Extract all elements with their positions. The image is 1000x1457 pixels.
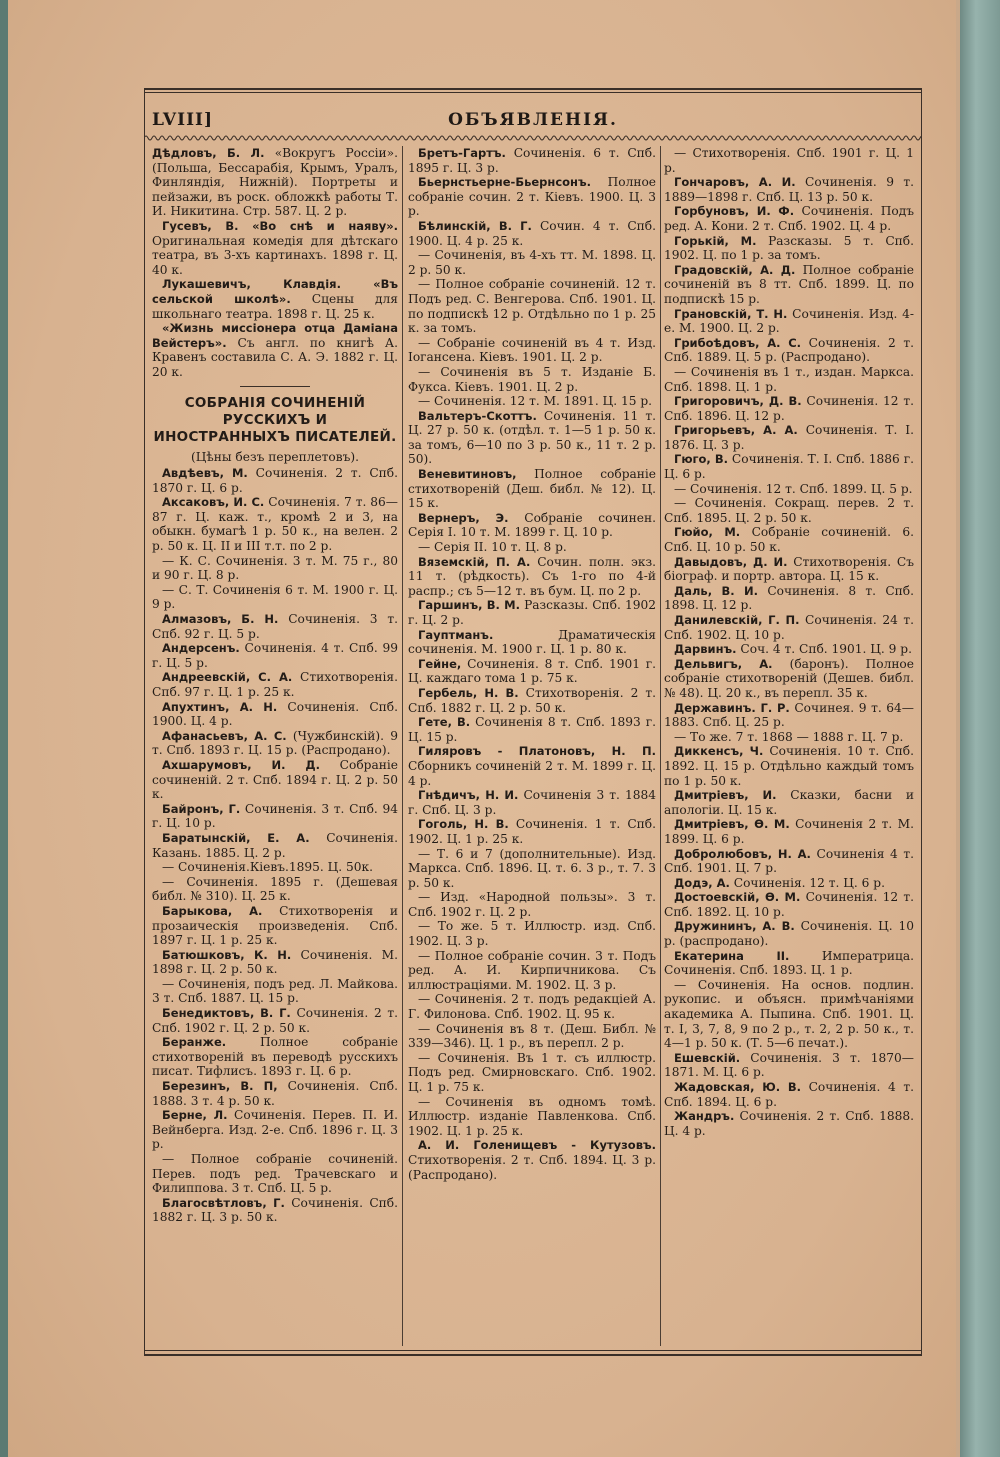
author-name: Байронъ, Г. bbox=[162, 801, 241, 816]
catalog-entry bbox=[152, 700, 398, 729]
catalog-entry bbox=[152, 977, 398, 1006]
entry-text: — Полное собраніе сочин. 3 т. Подъ ред. А. И. Кирпичникова. Съ иллюстраціями. М. 1902. Ц. 3 р. bbox=[408, 948, 656, 992]
catalog-entry bbox=[152, 277, 398, 321]
page-frame bbox=[144, 88, 922, 1358]
entry-text: Разсказы. Спб. 1902 г. Ц. 2 р. bbox=[408, 598, 656, 627]
author-name: Гербель, Н. В. bbox=[418, 685, 519, 700]
catalog-entry bbox=[152, 1035, 398, 1079]
catalog-entry bbox=[152, 758, 398, 802]
catalog-entry bbox=[664, 365, 914, 394]
catalog-entry bbox=[152, 146, 398, 219]
catalog-entry bbox=[408, 715, 656, 744]
author-name: Жадовская, Ю. В. bbox=[674, 1080, 801, 1094]
entry-text: Драматическія сочиненія. М. 1900 г. Ц. 1 р. 80 к. bbox=[408, 627, 656, 657]
entry-text: Сочиненія. Подъ ред. А. Кони. 2 т. Спб. 1902. Ц. 4 р. bbox=[664, 204, 914, 233]
entry-text: Съ англ. по книгѣ А. Кравенъ составила С. А. Э. 1882 г. Ц. 20 к. bbox=[152, 335, 398, 379]
catalog-entry bbox=[664, 949, 914, 978]
catalog-entry bbox=[664, 525, 914, 554]
catalog-entry bbox=[408, 219, 656, 248]
catalog-entry bbox=[664, 584, 914, 613]
entry-text: Сочиненія. 8 т. Спб. 1901 г. Ц. каждаго тома 1 р. 75 к. bbox=[408, 656, 656, 686]
catalog-entry bbox=[664, 919, 914, 948]
entry-text: — Сочиненія.Кіевъ.1895. Ц. 50к. bbox=[162, 860, 373, 875]
page-number: LVIII] bbox=[152, 110, 214, 130]
entry-text: — То же. 5 т. Иллюстр. изд. Спб. 1902. Ц. 3 р. bbox=[408, 919, 656, 949]
entry-text: (Чужбинскій). 9 т. Спб. 1893 г. Ц. 15 р. (Распродано). bbox=[152, 728, 398, 758]
author-name: Грибоѣдовъ, А. С. bbox=[674, 335, 802, 350]
entry-text: Стихотворенія. 2 т. Спб. 1894. Ц. 3 р. (Распродано). bbox=[408, 1152, 656, 1182]
catalog-entry bbox=[152, 831, 398, 860]
catalog-entry bbox=[408, 394, 656, 409]
author-name: Бьернстьерне-Бьернсонъ. bbox=[418, 175, 592, 190]
entry-text: Сочиненія. 12 т. Спб. 1892. Ц. 10 р. bbox=[664, 890, 914, 919]
entry-text: Стихотворенія. 2 т. Спб. 1882 г. Ц. 2 р. 50 к. bbox=[408, 685, 656, 715]
entry-text: Сочиненія. 12 т. Спб. 1896. Ц. 12 р. bbox=[664, 394, 914, 423]
author-name: Березинъ, В. П, bbox=[162, 1079, 278, 1094]
catalog-entry bbox=[408, 277, 656, 335]
catalog-entry bbox=[408, 1022, 656, 1051]
catalog-entry bbox=[152, 1079, 398, 1108]
author-name: Державинъ. Г. Р. bbox=[674, 700, 790, 715]
entry-text: — То же. 7 т. 1868 — 1888 г. Ц. 7 р. bbox=[674, 729, 904, 744]
entry-text: — Сочиненія. Въ 1 т. съ иллюстр. Подъ ред. Смирновскаго. Спб. 1902. Ц. 1 р. 75 к. bbox=[408, 1050, 656, 1094]
entry-text: Сочиненія. 2 т. Спб. 1889. Ц. 5 р. (Распродано). bbox=[664, 335, 914, 365]
author-name: Бѣлинскій, В. Г. bbox=[418, 218, 532, 233]
entry-text: — Сочиненія. На основ. подлин. рукопис. и объясн. примѣчаніями академика А. Пыпина. Спб. 1901. Ц. т. I, 3, 7, 8, 9 по 2 р., т. 2, 2 р. 50 к., т. 4—1 р. 50 к. (Т. 5—6 печат.). bbox=[664, 977, 914, 1051]
entry-text: — Сочиненія. 1895 г. (Дешевая библ. № 310). Ц. 25 к. bbox=[152, 874, 398, 904]
entry-text: «Вокругъ Россіи».(Польша, Бессарабія, Крымъ, Уралъ, Финляндія, Нижній). Портреты и пейзажи, въ роск. обложкѣ работы Т. И. Никитина. Стр. 587. Ц. 2 р. bbox=[152, 146, 398, 219]
author-name: Данилевскій, Г. П. bbox=[674, 613, 800, 627]
author-name: Гончаровъ, А. И. bbox=[674, 175, 796, 190]
catalog-entry bbox=[664, 204, 914, 233]
catalog-entry bbox=[664, 701, 914, 730]
catalog-entry bbox=[408, 598, 656, 627]
author-name: Бретъ-Гартъ. bbox=[418, 146, 506, 160]
author-name: Горькій, М. bbox=[674, 233, 757, 248]
catalog-entry bbox=[152, 641, 398, 670]
author-name: Додэ, А. bbox=[674, 875, 730, 890]
author-name: Гнѣдичъ, Н. И. bbox=[418, 788, 519, 803]
author-name: Барыкова, А. bbox=[162, 903, 263, 918]
author-name: Горбуновъ, И. Ф. bbox=[674, 204, 795, 219]
entry-text: — Сочиненія. 2 т. подъ редакціей А. Г. Филонова. Спб. 1902. Ц. 95 к. bbox=[408, 992, 656, 1022]
column-separator bbox=[660, 146, 661, 1346]
author-name: Екатерина II. bbox=[674, 948, 790, 963]
catalog-entry bbox=[408, 511, 656, 540]
entry-text: Сочиненія 4 т. Спб. 1901. Ц. 7 р. bbox=[664, 846, 914, 876]
author-name: Жандръ. bbox=[674, 1109, 735, 1124]
entry-text: — Серія II. 10 т. Ц. 8 р. bbox=[418, 540, 567, 555]
entry-text: Сочиненія. Спб. 1888. 3 т. 4 р. 50 к. bbox=[152, 1079, 398, 1108]
catalog-entry bbox=[408, 146, 656, 175]
catalog-entry bbox=[664, 146, 914, 175]
catalog-entry bbox=[664, 336, 914, 365]
author-name: Григорьевъ, А. А. bbox=[674, 423, 798, 438]
author-name: Благосвѣтловъ, Г. bbox=[162, 1195, 285, 1210]
catalog-entry bbox=[152, 860, 398, 875]
entry-text: — Сочиненія. Сокращ. перев. 2 т. Спб. 1895. Ц. 2 р. 50 к. bbox=[664, 496, 914, 525]
frame-rule-bottom-inner bbox=[144, 1350, 922, 1351]
entry-text: Сочиненія. 4 т. Спб. 1894. Ц. 6 р. bbox=[664, 1080, 914, 1109]
entry-text: — Т. 6 и 7 (дополнительные). Изд. Маркса. Спб. 1896. Ц. т. 6. 3 р., т. 7. 3 р. 50 к. bbox=[408, 846, 656, 890]
catalog-entry bbox=[152, 1108, 398, 1152]
author-name: Гауптманъ. bbox=[418, 627, 494, 642]
entry-text: Сочин. полн. экз. 11 т. (рѣдкость). Съ 1-го по 4-й распр.; съ 5—12 т. въ бум. Ц. по 2 р. bbox=[408, 554, 656, 598]
entry-text: Сочиненія. 11 т. Ц. 27 р. 50 к. (отдѣл. т. 1—5 1 р. 50 к. за томъ, 6—10 по 3 р. 50 к., 11 т. 2 р. 50). bbox=[408, 408, 656, 467]
entry-text: — Собраніе сочиненій въ 4 т. Изд. Іогансена. Кіевъ. 1901. Ц. 2 р. bbox=[408, 335, 656, 365]
catalog-entry bbox=[664, 423, 914, 452]
catalog-entry bbox=[664, 482, 914, 497]
catalog-entry bbox=[664, 263, 914, 307]
entry-text: Сочиненія. 10 т. Спб. 1892. Ц. 15 р. Отдѣльно каждый томъ по 1 р. 50 к. bbox=[664, 744, 914, 788]
catalog-entry bbox=[664, 730, 914, 745]
author-name: Дѣдловъ, Б. Л. bbox=[152, 146, 265, 160]
entry-text: Собраніе сочиненій. 2 т. Спб. 1894 г. Ц. 2 р. 50 к. bbox=[152, 757, 398, 802]
catalog-entry bbox=[408, 919, 656, 948]
entry-text: Собраніе сочиненій. 6. Спб. Ц. 10 р. 50 к. bbox=[664, 525, 914, 555]
entry-text: Сказки, басни и апологіи. Ц. 15 к. bbox=[664, 788, 914, 817]
author-name: Дружининъ, А. В. bbox=[674, 919, 795, 934]
entry-text: — Сочиненія, подъ ред. Л. Майкова. 3 т. Спб. 1887. Ц. 15 р. bbox=[152, 976, 398, 1006]
catalog-entry bbox=[152, 612, 398, 641]
entry-text: — Сочиненія въ 8 т. (Деш. Библ. № 339—346). Ц. 1 р., въ перепл. 2 р. bbox=[408, 1021, 656, 1051]
author-name: Бенедиктовъ, В. Г. bbox=[162, 1006, 291, 1021]
entry-text: — Сочиненія въ одномъ томѣ. Иллюстр. изданіе Павленкова. Спб. 1902. Ц. 1 р. 25 к. bbox=[408, 1094, 656, 1138]
entry-text: Стихотворенія. Съ біограф. и портр. автора. Ц. 15 к. bbox=[664, 554, 914, 584]
column-separator bbox=[402, 146, 403, 1346]
entry-text: Сочиненія. 8 т. Спб. 1898. Ц. 12 р. bbox=[664, 583, 914, 613]
author-name: Даль, В. И. bbox=[674, 583, 759, 598]
entry-text: Сочиненія 2 т. М. 1899. Ц. 6 р. bbox=[664, 817, 914, 846]
entry-text: Сборникъ сочиненій 2 т. М. 1899 г. Ц. 4 р. bbox=[408, 758, 656, 788]
author-name: Дмитріевъ, И. bbox=[674, 788, 777, 803]
author-name: Алмазовъ, Б. Н. bbox=[162, 612, 279, 627]
author-name: Вяземскій, П. А. bbox=[418, 554, 531, 569]
author-name: Авдѣевъ, М. bbox=[162, 466, 248, 481]
entry-text: Сочинея. 9 т. 64—1883. Спб. Ц. 25 р. bbox=[664, 700, 914, 730]
author-name: Афанасьевъ, А. С. bbox=[162, 728, 287, 743]
catalog-entry bbox=[664, 1109, 914, 1138]
entry-text: Сочиненія. 12 т. Ц. 6 р. bbox=[729, 875, 885, 890]
catalog-entry bbox=[152, 466, 398, 495]
author-name: Ешевскій. bbox=[674, 1050, 741, 1065]
catalog-entry bbox=[152, 1196, 398, 1225]
entry-text: Сочин. 4 т. Спб. 1900. Ц. 4 р. 25 к. bbox=[408, 218, 656, 248]
catalog-entry bbox=[664, 788, 914, 817]
catalog-entry bbox=[408, 1138, 656, 1182]
entry-text: — Изд. «Народной пользы». 3 т. Спб. 1902 г. Ц. 2 р. bbox=[408, 890, 656, 919]
entry-text: — Полное собраніе сочиненій. 12 т. Подъ ред. С. Венгерова. Спб. 1901. Ц. по подпискѣ 12 р. Отдѣльно по 1 р. 25 к. за томъ. bbox=[408, 277, 656, 336]
catalog-entry bbox=[152, 554, 398, 583]
author-name: Аксаковъ, И. С. bbox=[162, 495, 265, 510]
entry-text: Сочиненія. Ц. 10 р. (распродано). bbox=[664, 919, 914, 949]
author-name: Дмитріевъ, Ѳ. М. bbox=[674, 817, 790, 832]
entry-text: Сочиненія. 1 т. Спб. 1902. Ц. 1 р. 25 к. bbox=[408, 817, 656, 846]
catalog-entry bbox=[408, 744, 656, 788]
catalog-entry bbox=[408, 336, 656, 365]
catalog-entry bbox=[664, 394, 914, 423]
catalog-entry bbox=[664, 876, 914, 891]
catalog-entry bbox=[408, 365, 656, 394]
entry-text: Императрица. Сочиненія. Спб. 1893. Ц. 1 р. bbox=[664, 948, 914, 978]
entry-text: Сочиненія. Изд. 4-е. М. 1900. Ц. 2 р. bbox=[664, 306, 914, 336]
column-2 bbox=[408, 146, 656, 1346]
author-name: Гиляровъ - Платоновъ, Н. П. bbox=[418, 744, 656, 759]
catalog-entry bbox=[664, 817, 914, 846]
entry-text: Оригинальная комедія для дѣтскаго театра, въ 3-хъ картинахъ. 1898 г. Ц. 40 к. bbox=[152, 233, 398, 277]
entry-text: Сочиненія. 9 т. 1889—1898 г. Спб. Ц. 13 р. 50 к. bbox=[664, 175, 914, 204]
entry-text: — Полное собраніе сочиненій. Перев. подъ ред. Трачевскаго и Филиппова. 3 т. Спб. Ц. 5 р. bbox=[152, 1152, 398, 1196]
catalog-entry bbox=[408, 467, 656, 511]
author-name: Вальтеръ-Скоттъ. bbox=[418, 408, 537, 423]
entry-text: Сочиненія. 4 т. Спб. 99 г. Ц. 5 р. bbox=[152, 641, 398, 670]
author-name: Андерсенъ. bbox=[162, 641, 240, 656]
catalog-entry bbox=[408, 628, 656, 657]
entry-text: (баронъ). Полное собраніе стихотвореній (Дешев. библ. № 48). Ц. 20 к., въ перепл. 35 к. bbox=[664, 656, 914, 700]
catalog-entry bbox=[408, 817, 656, 846]
frame-rule-top-inner bbox=[144, 92, 922, 93]
entry-text: Собраніе сочинен. Серія I. 10 т. М. 1899 г. Ц. 10 р. bbox=[408, 510, 656, 540]
author-name: Беранже. bbox=[162, 1035, 227, 1050]
author-name: Грановскій, Т. Н. bbox=[674, 306, 788, 321]
entry-text: Полное собраніе сочин. 2 т. Кіевъ. 1900. Ц. 3 р. bbox=[408, 175, 656, 219]
catalog-entry bbox=[152, 495, 398, 553]
entry-text: Сочиненія. 3 т. Спб. 94 г. Ц. 10 р. bbox=[152, 801, 398, 831]
entry-text: — Сочиненія, въ 4-хъ тт. М. 1898. Ц. 2 р. 50 к. bbox=[408, 248, 656, 277]
catalog-entry bbox=[408, 949, 656, 993]
catalog-entry bbox=[408, 788, 656, 817]
catalog-entry bbox=[664, 1051, 914, 1080]
entry-text: Сочиненія. Спб. 1900. Ц. 4 р. bbox=[152, 699, 398, 729]
entry-text: — Стихотворенія. Спб. 1901 г. Ц. 1 р. bbox=[664, 146, 914, 175]
author-name: Андреевскій, С. А. bbox=[162, 670, 293, 685]
book-cover-edge bbox=[960, 0, 1000, 1457]
entry-text: Соч. 4 т. Спб. 1901. Ц. 9 р. bbox=[736, 642, 912, 657]
author-name: Лукашевичъ, Клавдія. «Въ сельской школѣ». bbox=[152, 277, 398, 306]
entry-text: — Сочиненія въ 5 т. Изданіе Б. Фукса. Кіевъ. 1901. Ц. 2 р. bbox=[408, 364, 656, 394]
entry-text: Сцены для школьнаго театра. 1898 г. Ц. 25 к. bbox=[152, 291, 398, 321]
entry-text: Сочиненія. Спб. 1882 г. Ц. 3 р. 50 к. bbox=[152, 1195, 398, 1225]
section-title: СОБРАНІЯ СОЧИНЕНІЙ РУССКИХЪ И ИНОСТРАННЫХЪ ПИСАТЕЛЕЙ. bbox=[153, 394, 397, 445]
catalog-entry bbox=[152, 583, 398, 612]
catalog-entry bbox=[152, 802, 398, 831]
author-name: Апухтинъ, А. Н. bbox=[162, 699, 278, 714]
entry-text: Полное собраніе стихотвореній (Деш. библ. № 12). Ц. 15 к. bbox=[408, 467, 656, 511]
catalog-entry bbox=[664, 657, 914, 701]
catalog-entry bbox=[664, 307, 914, 336]
catalog-entry bbox=[408, 657, 656, 686]
entry-text: Стихотворенія и прозаическія произведенія. Спб. 1897 г. Ц. 1 р. 25 к. bbox=[152, 903, 398, 948]
author-name: Гаршинъ, В. М. bbox=[418, 598, 520, 613]
author-name: Веневитиновъ, bbox=[418, 467, 517, 482]
catalog-entry bbox=[152, 321, 398, 379]
catalog-entry bbox=[152, 1152, 398, 1196]
entry-text: — Сочиненія. 12 т. Спб. 1899. Ц. 5 р. bbox=[674, 481, 913, 496]
catalog-entry bbox=[152, 904, 398, 948]
author-name: Добролюбовъ, Н. А. bbox=[674, 846, 811, 861]
catalog-entry bbox=[408, 540, 656, 555]
catalog-entry bbox=[664, 1080, 914, 1109]
catalog-entry bbox=[664, 555, 914, 584]
author-name: Ахшарумовъ, И. Д. bbox=[162, 757, 320, 772]
book-page bbox=[8, 0, 958, 1457]
catalog-entry bbox=[664, 847, 914, 876]
author-name: Гете, В. bbox=[418, 715, 471, 730]
entry-text: — К. С. Сочиненія. 3 т. М. 75 г., 80 и 90 г. Ц. 8 р. bbox=[152, 553, 398, 583]
entry-text: — Сочиненія въ 1 т., издан. Маркса. Спб. 1898. Ц. 1 р. bbox=[664, 364, 914, 394]
catalog-entry bbox=[408, 555, 656, 599]
author-name: Дарвинъ. bbox=[674, 642, 737, 657]
author-name: А. И. Голенищевъ - Кутузовъ. bbox=[418, 1138, 656, 1153]
entry-text: Сочиненія. 2 т. Спб. 1902 г. Ц. 2 р. 50 к. bbox=[152, 1006, 398, 1035]
catalog-entry bbox=[664, 175, 914, 204]
author-name: Диккенсъ, Ч. bbox=[674, 744, 764, 759]
column-1 bbox=[152, 146, 398, 1346]
entry-text: Сочиненія. 24 т. Спб. 1902. Ц. 10 р. bbox=[664, 613, 914, 642]
author-name: Берне, Л. bbox=[162, 1108, 228, 1123]
catalog-entry bbox=[408, 248, 656, 277]
entry-text: Сочиненія. 2 т. Спб. 1870 г. Ц. 6 р. bbox=[152, 466, 398, 495]
author-name: Достоевскій, Ѳ. М. bbox=[674, 890, 801, 905]
author-name: Гейне, bbox=[418, 656, 462, 671]
entry-text: — Сочиненія. 12 т. М. 1891. Ц. 15 р. bbox=[418, 394, 652, 409]
frame-rule-bottom bbox=[144, 1354, 922, 1356]
entry-text: Сочиненія 3 т. 1884 г. Спб. Ц. 3 р. bbox=[408, 788, 656, 817]
entry-text: Сочиненія. Т. I. Спб. 1886 г. Ц. 6 р. bbox=[664, 452, 914, 482]
catalog-entry bbox=[408, 1051, 656, 1095]
author-name: «Жизнь миссіонера отца Даміана Вейстеръ». bbox=[152, 321, 398, 350]
section-rule bbox=[240, 386, 310, 387]
catalog-entry bbox=[408, 890, 656, 919]
author-name: Дельвигъ, А. bbox=[674, 656, 773, 671]
catalog-entry bbox=[664, 978, 914, 1051]
catalog-entry bbox=[152, 1006, 398, 1035]
catalog-entry bbox=[664, 234, 914, 263]
entry-text: Сочиненія. 2 т. Спб. 1888. Ц. 4 р. bbox=[664, 1109, 914, 1138]
entry-text: Сочиненія 8 т. Спб. 1893 г. Ц. 15 р. bbox=[408, 715, 656, 744]
catalog-entry bbox=[152, 670, 398, 699]
entry-text: Стихотворенія. Спб. 97 г. Ц. 1 р. 25 к. bbox=[152, 670, 398, 699]
catalog-entry bbox=[664, 613, 914, 642]
page-title: ОБЪЯВЛЕНІЯ. bbox=[448, 110, 618, 130]
entry-text: Сочиненія. 7 т. 86—87 г. Ц. каж. т., кромѣ 2 и 3, на обыкн. бумагѣ 1 р. 50 к., на велен. 2 р. 50 к. Ц. II и III т.т. по 2 р. bbox=[152, 495, 398, 554]
entry-text: Сочиненія. 3 т. Спб. 92 г. Ц. 5 р. bbox=[152, 612, 398, 641]
entry-text: Разсказы. 5 т. Спб. 1902. Ц. по 1 р. за томъ. bbox=[664, 233, 914, 263]
author-name: Гоголь, Н. В. bbox=[418, 817, 509, 832]
catalog-entry bbox=[664, 744, 914, 788]
author-name: Давыдовъ, Д. И. bbox=[674, 554, 788, 569]
catalog-entry bbox=[152, 948, 398, 977]
author-name: Градовскій, А. Д. bbox=[674, 262, 796, 277]
entry-text: Полное собраніе сочиненій въ 8 тт. Спб. 1899. Ц. по подпискѣ 15 р. bbox=[664, 262, 914, 306]
wavy-rule bbox=[144, 134, 922, 142]
binding-edge bbox=[0, 0, 8, 1457]
author-name: Баратынскій, Е. А. bbox=[162, 830, 310, 845]
catalog-entry bbox=[664, 452, 914, 481]
frame-rule-left bbox=[144, 88, 145, 1356]
catalog-entry bbox=[408, 175, 656, 219]
catalog-entry bbox=[408, 686, 656, 715]
entry-text: Сочиненія. 6 т. Спб. 1895 г. Ц. 3 р. bbox=[408, 146, 656, 175]
author-name: Гюго, В. bbox=[674, 452, 728, 467]
entry-text: Сочиненія. 3 т. 1870—1871. М. Ц. 6 р. bbox=[664, 1050, 914, 1080]
entry-text: Сочиненія. Казань. 1885. Ц. 2 р. bbox=[152, 830, 398, 860]
author-name: Батюшковъ, К. Н. bbox=[162, 947, 292, 962]
catalog-entry bbox=[152, 729, 398, 758]
frame-rule-top bbox=[144, 88, 922, 90]
entry-text: Сочиненія. М. 1898 г. Ц. 2 р. 50 к. bbox=[152, 947, 398, 977]
catalog-entry bbox=[664, 890, 914, 919]
author-name: Вернеръ, Э. bbox=[418, 510, 509, 525]
author-name: Григоровичъ, Д. В. bbox=[674, 394, 802, 409]
catalog-entry bbox=[408, 992, 656, 1021]
frame-rule-right bbox=[921, 88, 922, 1356]
entry-text: — С. Т. Сочиненія 6 т. М. 1900 г. Ц. 9 р. bbox=[152, 582, 398, 612]
catalog-entry bbox=[408, 1095, 656, 1139]
entry-text: Полное собраніе стихотвореній въ переводѣ русскихъ писат. Тифлисъ. 1893 г. Ц. 6 р. bbox=[152, 1035, 398, 1079]
author-name: Гюйо, М. bbox=[674, 525, 741, 540]
entry-text: Сочиненія. Перев. П. И. Вейнберга. Изд. 2-е. Спб. 1896 г. Ц. 3 р. bbox=[152, 1108, 398, 1152]
entry-text: Сочиненія. Т. I. 1876. Ц. 3 р. bbox=[664, 423, 914, 452]
catalog-entry bbox=[408, 847, 656, 891]
section-note: (Цѣны безъ переплетовъ). bbox=[190, 449, 359, 464]
catalog-entry bbox=[152, 219, 398, 277]
catalog-entry bbox=[408, 409, 656, 467]
catalog-entry bbox=[152, 875, 398, 904]
catalog-entry bbox=[664, 642, 914, 657]
column-3 bbox=[664, 146, 914, 1346]
catalog-entry bbox=[664, 496, 914, 525]
author-name: Гусевъ, В. «Во снѣ и наяву». bbox=[162, 218, 398, 233]
